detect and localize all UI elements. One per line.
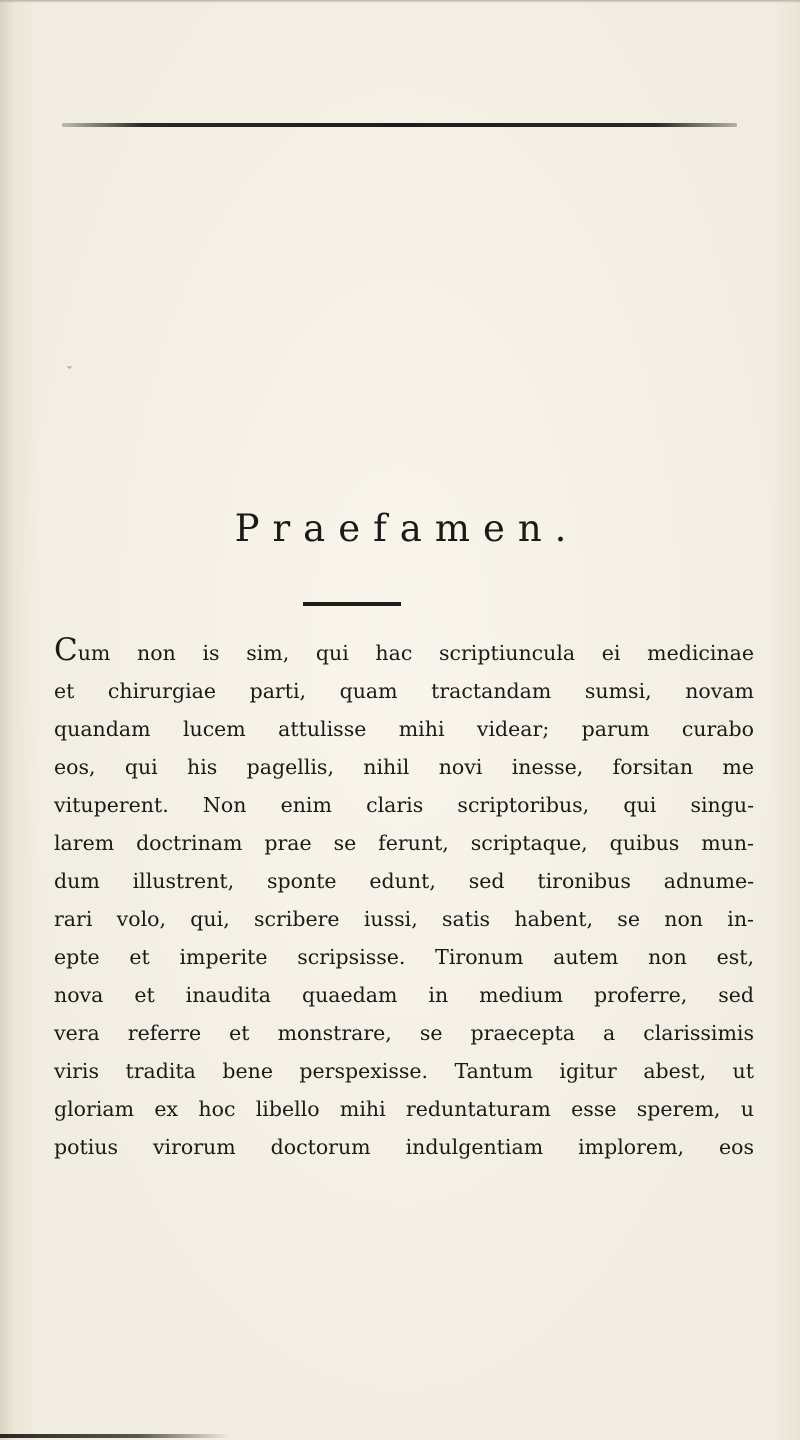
text-line-9: epte et imperite scripsisse. Tironum autem non est, [54, 945, 754, 969]
text-line-1 [54, 634, 754, 672]
text-line-1-rest: um non is sim, qui hac scriptiuncula ei medicinae [77, 641, 754, 665]
text-line-5: vituperent. Non enim claris scriptoribus, qui singu- [54, 793, 754, 817]
header-rule [62, 123, 737, 127]
page-top-edge [0, 0, 800, 3]
text-line-4: eos, qui his pagellis, nihil novi inesse, forsitan me [54, 755, 754, 779]
page-title: Praefamen. [234, 507, 580, 550]
paper-speck: ˇ [66, 365, 73, 381]
text-line-11: vera referre et monstrare, se praecepta a clarissimis [54, 1021, 754, 1045]
text-line-13: gloriam ex hoc libello mihi reduntaturam esse sperem, u [54, 1097, 754, 1121]
preface-text [54, 634, 754, 1166]
text-line-10: nova et inaudita quaedam in medium proferre, sed [54, 983, 754, 1007]
text-line-6: larem doctrinam prae se ferunt, scriptaque, quibus mun- [54, 831, 754, 855]
text-line-7: dum illustrent, sponte edunt, sed tironibus adnume- [54, 869, 754, 893]
text-line-2: et chirurgiae parti, quam tractandam sumsi, novam [54, 679, 754, 703]
text-line-14: potius virorum doctorum indulgentiam implorem, eos [54, 1135, 754, 1159]
drop-cap: C [54, 634, 78, 668]
text-line-12: viris tradita bene perspexisse. Tantum igitur abest, ut [54, 1059, 754, 1083]
text-line-8: rari volo, qui, scribere iussi, satis habent, se non in- [54, 907, 754, 931]
title-underline-rule [303, 602, 401, 606]
text-line-3: quandam lucem attulisse mihi videar; parum curabo [54, 717, 754, 741]
page-bottom-edge [0, 1434, 230, 1438]
